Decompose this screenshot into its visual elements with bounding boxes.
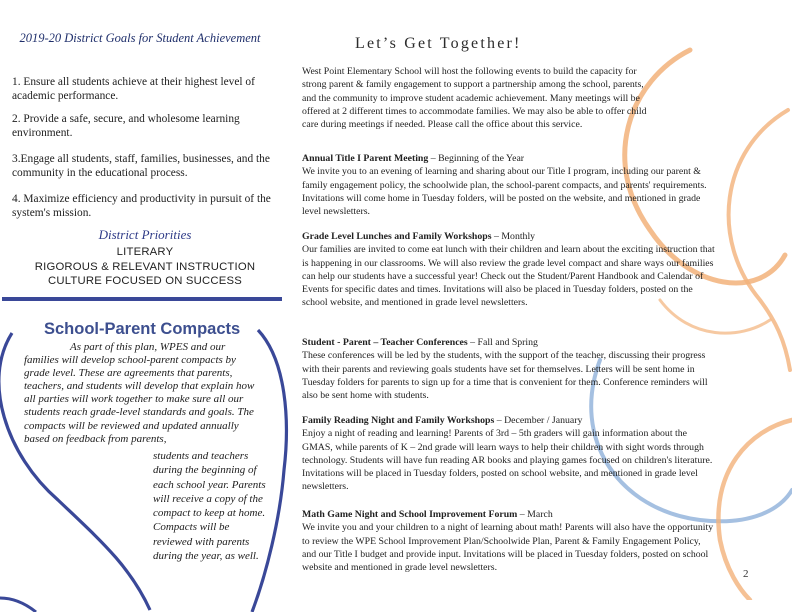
intro-paragraph: West Point Elementary School will host the following events to build the capacity for strong parent & family engagement to support a partnership among the school, parents, and the community to improve student academic achievement. Many meetings will be offered at 2 different times to accommodate families. We may also be able to offer child care during meetings if needed. Please call the office about this service. <box>302 66 647 131</box>
goal-2: 2. Provide a safe, secure, and wholesome learning environment. <box>12 113 240 139</box>
priorities-title: District Priorities <box>98 227 192 242</box>
event-description: These conferences will be led by the students, with the support of the teacher, discussing their progress with their parents and reviewing goals students have set for themselves. Letters will be sent home in Tuesday folders for parents to sign up for a time that is convenient for them. Conference reminders will also be sent home with students. <box>302 350 708 402</box>
compact-text-side: students and teachers during the beginning of each school year. Parents will receive a copy of the compact to keep at home. Compacts will be reviewed with parents during the year, as well. <box>153 450 266 563</box>
event-when: – Monthly <box>491 231 536 242</box>
event-title-i-meeting <box>302 152 716 218</box>
compact-text-top: As part of this plan, WPES and our families will develop school-parent compacts by grade level. These are agreements that parents, teachers, and students will develop that explain how all parties will work together to make sure all our students reach grade-level standards and goals. The compacts will be reviewed and updated annually based on feedback from parents, <box>24 341 255 445</box>
priority-item: CULTURE FOCUSED ON SUCCESS <box>48 275 242 287</box>
event-heading: Student - Parent – Teacher Conferences <box>302 337 468 348</box>
event-when: – March <box>517 509 553 520</box>
event-conferences <box>302 336 716 402</box>
goals-title: 2019-20 District Goals for Student Achievement <box>19 31 261 45</box>
goal-1: 1. Ensure all students achieve at their highest level of academic performance. <box>12 76 255 102</box>
goal-3: 3.Engage all students, staff, families, businesses, and the community in the educational process. <box>12 153 270 179</box>
event-description: Our families are invited to come eat lunch with their children and learn about the exciting instruction that is happening in our classrooms. We will also review the grade level compact and share ways our families can help our students have a successful year! Check out the Student/Parent Handbook and Calendar of Events for specific dates and times. Invitations will also be placed in Tuesday folders, posted on the school website, and mentioned in grade level newsletters. <box>302 244 715 309</box>
event-grade-level-lunches <box>302 230 716 310</box>
event-heading: Family Reading Night and Family Workshops <box>302 415 495 426</box>
left-column <box>0 0 281 612</box>
goal-4: 4. Maximize efficiency and productivity in pursuit of the system's mission. <box>12 193 271 219</box>
main-title: Let’s Get Together! <box>355 35 522 52</box>
event-reading-night <box>302 414 716 494</box>
event-when: – Fall and Spring <box>467 337 538 348</box>
event-description: We invite you and your children to a night of learning about math! Parents will also have the opportunity to review the WPE School Improvement Plan/Schoolwide Plan, Parent & Family Engagement Policy, and our Title I budget and provide input. Invitations will be placed in Tuesday folders, posted on school website and mentioned in grade level newsletters. <box>302 522 714 574</box>
event-description: Enjoy a night of reading and learning! Parents of 3rd – 5th graders will gain information about the GMAS, while parents of K – 2nd grade will learn ways to help their children with sight words through technology. Students will have fun reading AR books and playing games focused on children's literature. Invitations will be placed in Tuesday folders, posted on school website, and mentioned in grade level newsletters. <box>302 428 713 493</box>
compact-title: School-Parent Compacts <box>44 320 241 338</box>
priority-item: RIGOROUS & RELEVANT INSTRUCTION <box>34 260 256 273</box>
priority-item: LITERARY <box>116 246 174 258</box>
page-number: 2 <box>743 568 749 580</box>
event-heading: Annual Title I Parent Meeting <box>302 153 429 164</box>
event-when: – Beginning of the Year <box>428 153 525 164</box>
section-divider <box>2 297 282 301</box>
event-heading: Math Game Night and School Improvement Forum <box>302 509 518 520</box>
event-when: – December / January <box>494 415 583 426</box>
event-description: We invite you to an evening of learning and sharing about our Title I program, including our parent & family engagement policy, the schoolwide plan, the school-parent compacts, and parents' requirements. Invitations will come home in Tuesday folders, will be posted on the website, and mentioned in grade level newsletters. <box>302 166 707 218</box>
event-heading: Grade Level Lunches and Family Workshops <box>302 231 492 242</box>
priorities-list <box>14 245 276 289</box>
event-math-night <box>302 508 716 574</box>
